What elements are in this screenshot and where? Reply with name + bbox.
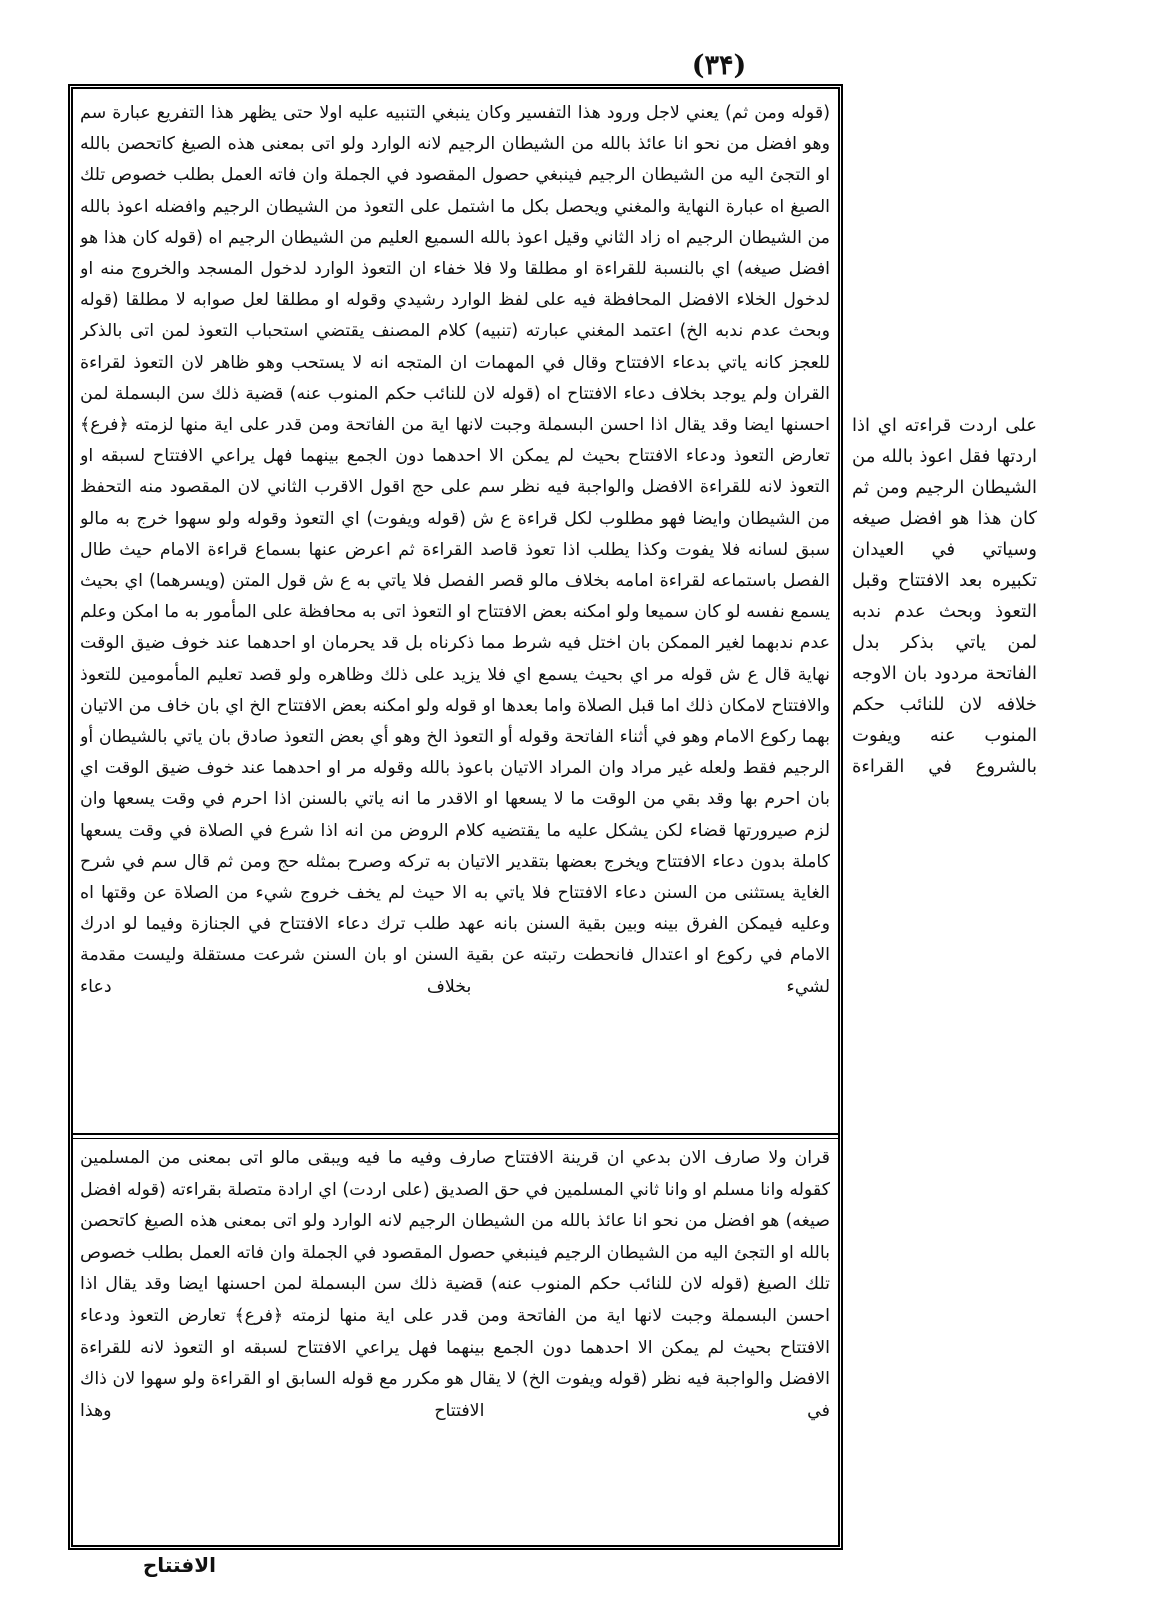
commentary-lower-text: قران ولا صارف الان بدعي ان قرينة الافتتاح صارف وفيه ما فيه ويبقى مالو اتى بمعنى من المسلمين كقوله وانا مسلم او وانا ثاني المسلمين في حق الصديق (على اردت) اي ارادة متصلة بقراءته (قوله افضل صيغه) هو افضل من نحو انا عائذ بالله من الشيطان الرجيم لانه الوارد ولو اتى بمعنى هذه الصيغ كاتحصن بالله او التجئ اليه من الشيطان الرجيم فينبغي حصول المقصود في الجملة وان فاته العمل بطلب خصوص تلك الصيغ (قوله لان للنائب حكم المنوب عنه) قضية ذلك سن البسملة لمن احسنها ايضا وقد يقال اذا احسن البسملة وجبت لانها اية من الفاتحة ومن قدر على اية منها لزمته ﴿فرع﴾ تعارض التعوذ ودعاء الافتتاح بحيث لم يمكن الا احدهما دون الجمع بينهما فهل يراعي الافتتاح لسبقه او التعوذ لانه للقراءة الافضل والواجبة فيه نظر (قوله ويفوت الخ) لا يقال هو مكرر مع قوله السابق او القراءة ولو سهوا لان ذاك في الافتتاح وهذا [80, 1148, 830, 1421]
catchword: الافتتاح [142, 1553, 216, 1577]
commentary-main-text: (قوله ومن ثم) يعني لاجل ورود هذا التفسير وكان ينبغي التنبيه عليه اولا حتى يظهر هذا التفريع عبارة سم وهو افضل من نحو انا عائذ بالله من الشيطان الرجيم لانه الوارد ولو اتى بمعنى هذه الصيغ كاتحصن بالله او التجئ اليه من الشيطان الرجيم فينبغي حصول المقصود في الجملة وان فاته العمل بطلب خصوص تلك الصيغ اه عبارة النهاية والمغني ويحصل بكل ما اشتمل على التعوذ من الشيطان الرجيم وافضله اعوذ بالله من الشيطان الرجيم اه زاد الثاني وقيل اعوذ بالله السميع العليم من الشيطان الرجيم اه (قوله كان هذا هو افضل صيغه) اي بالنسبة للقراءة او مطلقا ولا فلا خفاء ان التعوذ الوارد لدخول المسجد والخروج منه او لدخول الخلاء الافضل المحافظة فيه على لفظ الوارد رشيدي وقوله او مطلقا لعل صوابه لا مطلقا (قوله وبحث عدم ندبه الخ) اعتمد المغني عبارته (تنبيه) كلام المصنف يقتضي استحباب التعوذ لمن اتى بالذكر للعجز كانه ياتي بدعاء الافتتاح وقال في المهمات ان المتجه انه لا يستحب وهو ظاهر لان التعوذ لقراءة القران ولم يوجد بخلاف دعاء الافتتاح اه (قوله لان للنائب حكم المنوب عنه) قضية ذلك سن البسملة لمن احسنها ايضا وقد يقال اذا احسن البسملة وجبت لانها اية من الفاتحة ومن قدر على اية منها لزمته ﴿فرع﴾ تعارض التعوذ ودعاء الافتتاح بحيث لم يمكن الا احدهما دون الجمع بينهما فهل يراعي الافتتاح لسبقه او التعوذ لانه للقراءة الافضل والواجبة فيه نظر سم على حج اقول الاقرب الثاني لان المقصود منه التحفظ من الشيطان وايضا فهو مطلوب لكل قراءة ع ش (قوله ويفوت) اي التعوذ وقوله ولو سهوا خرج به مالو سبق لسانه فلا يفوت وكذا يطلب اذا تعوذ قاصد القراءة ثم اعرض عنها بسماع قراءة الامام حيث طال الفصل باستماعه لقراءة امامه بخلاف مالو قصر الفصل فلا ياتي به ع ش قول المتن (ويسرهما) اي بحيث يسمع نفسه لو كان سميعا ولو امكنه بعض الافتتاح او التعوذ اتى به محافظة على المأمور به ما امكن وعلم عدم ندبهما لغير الممكن بان اختل فيه شرط مما ذكرناه بل قد يحرمان او احدهما عند خوف ضيق الوقت نهاية قال ع ش قوله مر اي بحيث يسمع اي فلا يزيد على ذلك وظاهره ولو قصد تعليم المأمومين للتعوذ والافتتاح لامكان ذلك اما قبل الصلاة واما بعدها او قوله ولو امكنه بعض الافتتاح الخ اي بان خاف من الاتيان بهما ركوع الامام وهو في أثناء الفاتحة وقوله أو التعوذ الخ وهو أي بعض التعوذ صادق بان ياتي بالشيطان أو الرجيم فقط ولعله غير مراد وان المراد الاتيان باعوذ بالله وقوله مر او احدهما عند خوف ضيق الوقت اي بان احرم بها وقد بقي من الوقت ما لا يسعها او الاقدر ما انه ياتي بالسنن اذا احرم في وقت يسعها وان لزم صيرورتها قضاء لكن يشكل عليه ما يقتضيه كلام الروض من انه اذا شرع في الصلاة في وقت يسعها كاملة بدون دعاء الافتتاح ويخرج بعضها بتقدير الاتيان به تركه وصرح بمثله حج ومن ثم قال سم في شرح الغاية يستثنى من السنن دعاء الافتتاح فلا ياتي به الا حيث لم يخف خروج شيء من الصلاة عن وقتها اه وعليه فيمكن الفرق بينه وبين بقية السنن بانه عهد طلب ترك دعاء الافتتاح في الجنازة وفيما لو ادرك الامام في ركوع او اعتدال فانحطت رتبته عن بقية السنن او بان السنن شرعت مستقلة وليست مقدمة لشيء بخلاف دعاء [80, 103, 830, 997]
page-number: (۳۴) [691, 50, 747, 81]
margin-note: على اردت قراءته اي اذا اردتها فقل اعوذ بالله من الشيطان الرجيم ومن ثم كان هذا هو افضل صيغه وسياتي في العيدان تكبيره بعد الافتتاح وقبل التعوذ وبحث عدم ندبه لمن ياتي بذكر بدل الفاتحة مردود بان الاوجه خلافه لان للنائب حكم المنوب عنه ويفوت بالشروع في القراءة [852, 415, 1037, 777]
section-divider [72, 1133, 839, 1139]
